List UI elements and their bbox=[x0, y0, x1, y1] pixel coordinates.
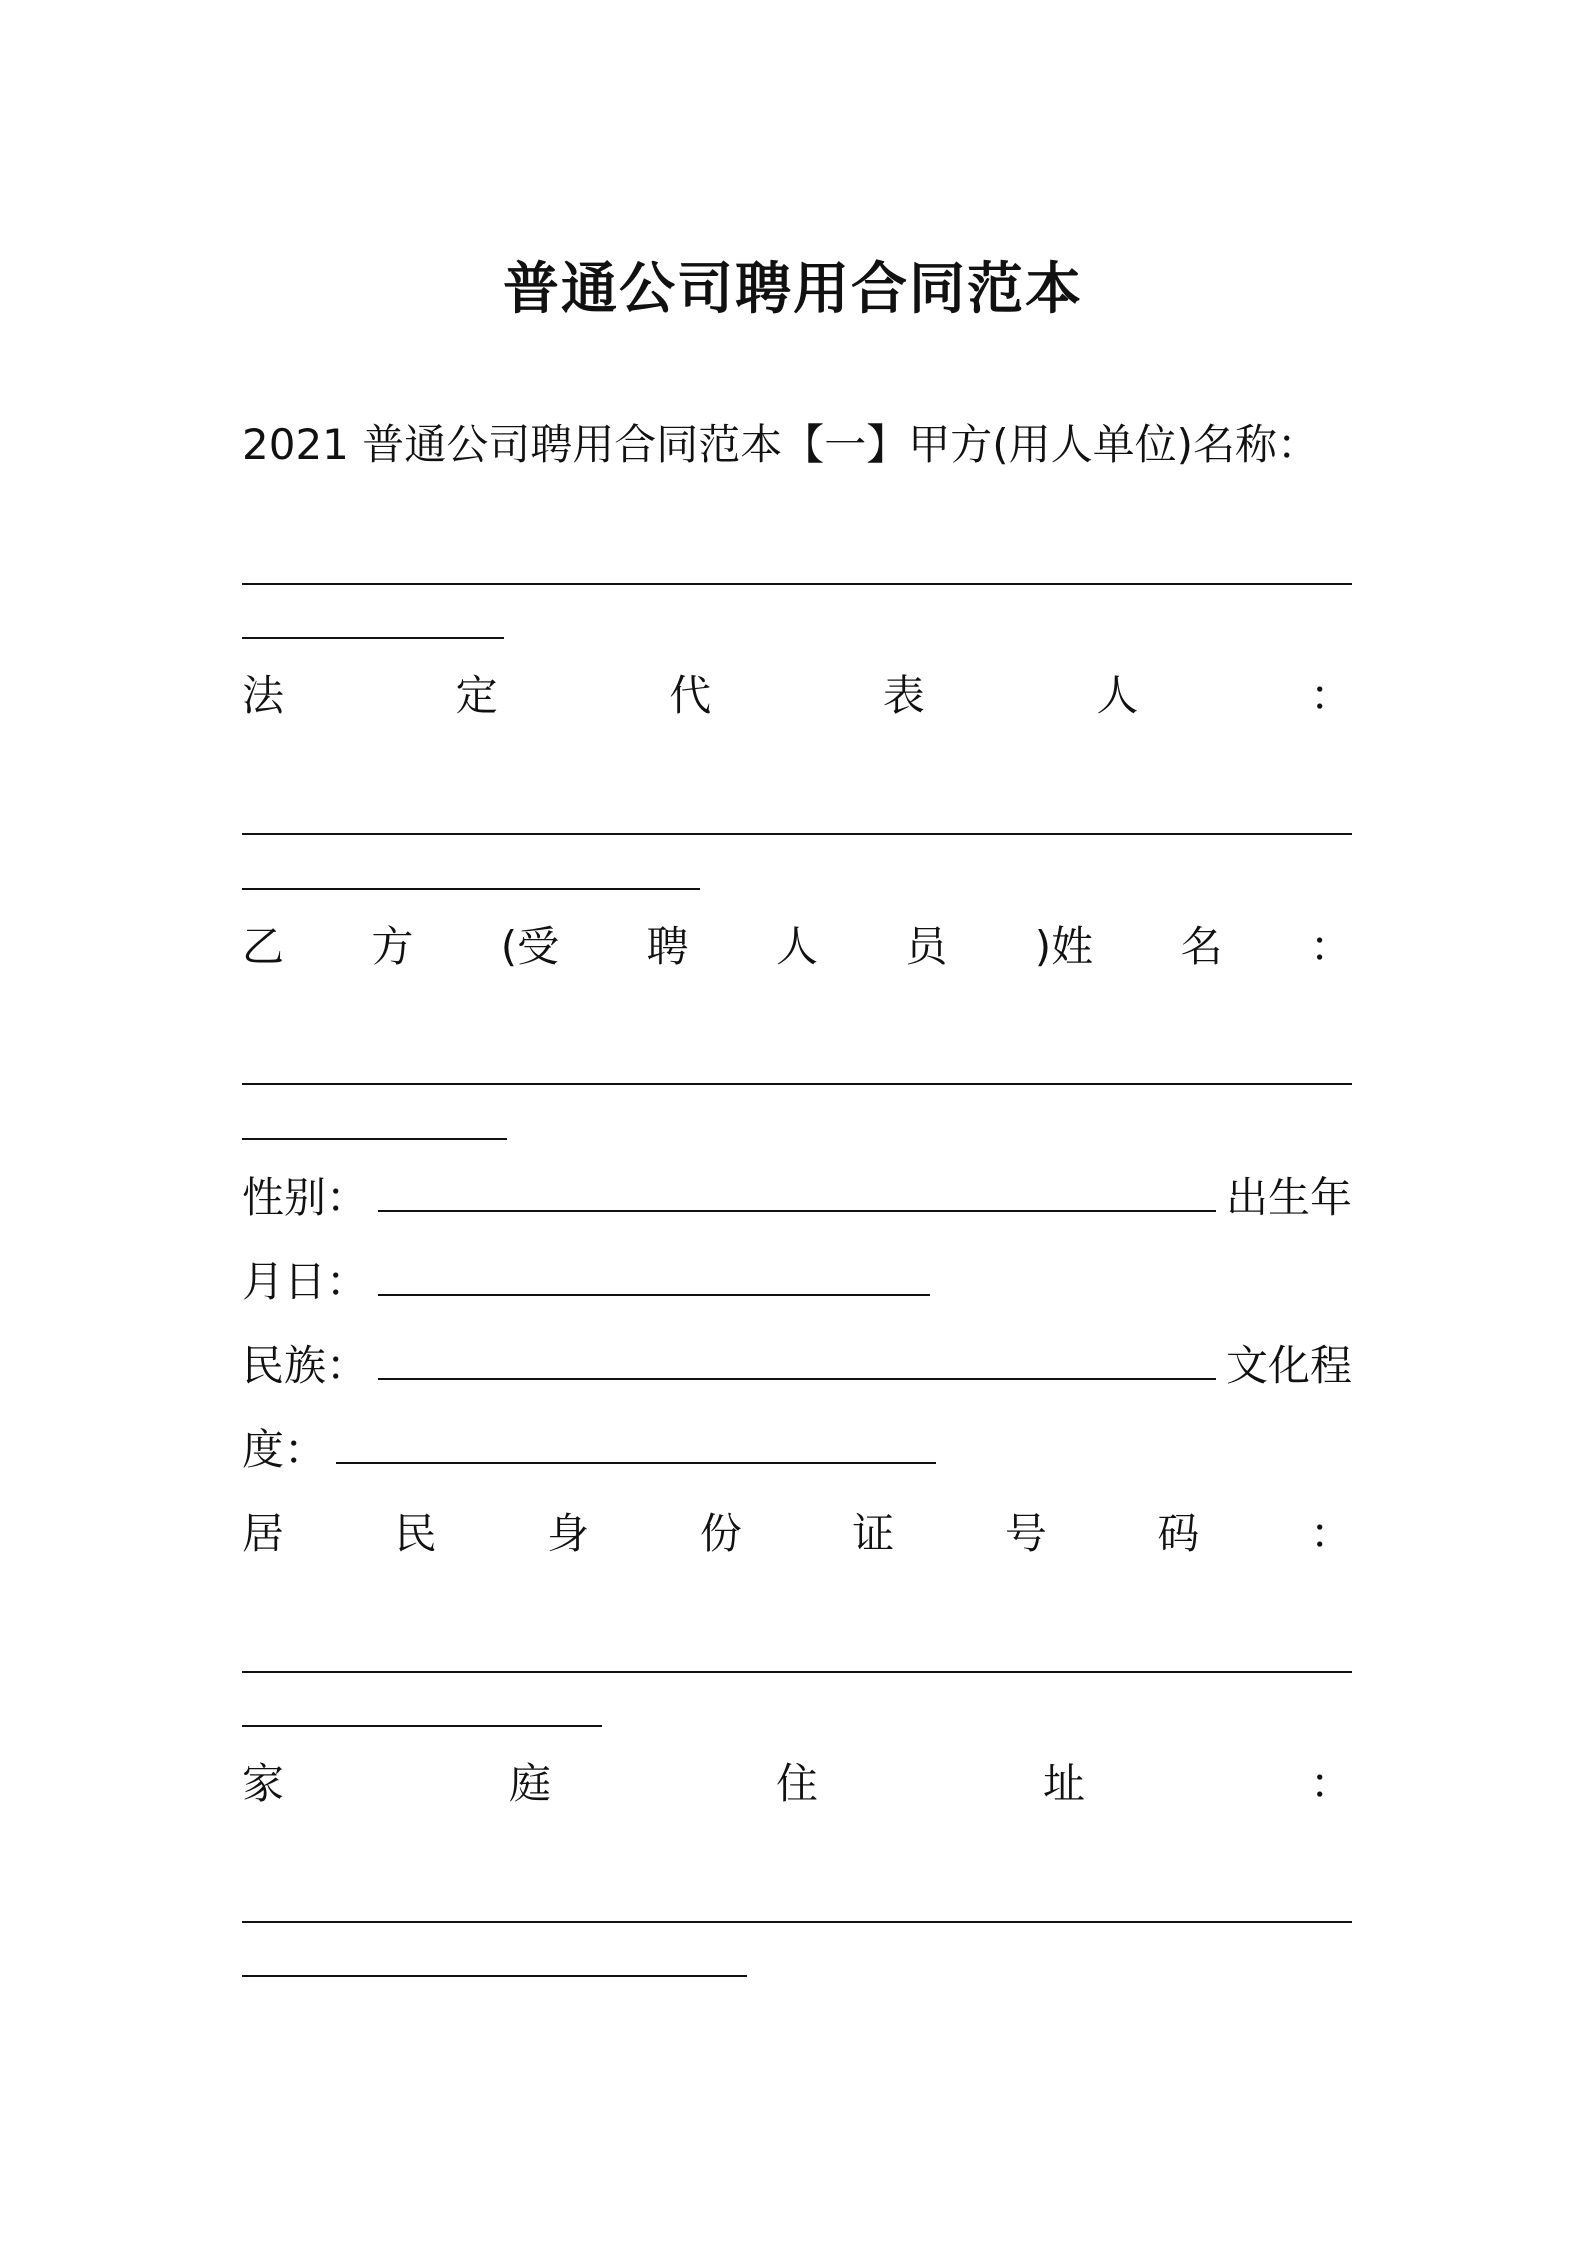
birth-date-label-cont: 月日： bbox=[242, 1257, 369, 1306]
legal-representative-blank[interactable] bbox=[242, 833, 1352, 835]
party-a-name-blank[interactable] bbox=[242, 583, 1352, 585]
document-title: 普通公司聘用合同范本 bbox=[503, 257, 1083, 322]
education-label: 文化程 bbox=[1225, 1341, 1352, 1390]
party-a-name-blank-cont[interactable] bbox=[242, 637, 504, 639]
party-b-name-label: 乙 方 (受 聘 人 员 )姓 名 ： bbox=[242, 922, 1352, 971]
id-number-blank[interactable] bbox=[242, 1671, 1352, 1673]
gender-label: 性别： bbox=[242, 1173, 369, 1222]
id-number-label: 居 民 身 份 证 号 码 ： bbox=[242, 1509, 1352, 1558]
home-address-label: 家 庭 住 址 ： bbox=[242, 1759, 1352, 1808]
legal-representative-blank-cont[interactable] bbox=[242, 888, 700, 890]
home-address-blank-cont[interactable] bbox=[242, 1975, 747, 1977]
birth-date-blank[interactable] bbox=[378, 1290, 930, 1296]
education-label-cont: 度： bbox=[242, 1425, 327, 1474]
gender-row bbox=[242, 1168, 1352, 1228]
birth-date-row bbox=[242, 1252, 1352, 1312]
ethnicity-label: 民族： bbox=[242, 1341, 369, 1390]
birth-date-label: 出生年 bbox=[1225, 1173, 1352, 1222]
home-address-blank[interactable] bbox=[242, 1921, 1352, 1923]
party-b-name-blank-cont[interactable] bbox=[242, 1138, 507, 1140]
party-b-name-blank[interactable] bbox=[242, 1083, 1352, 1085]
education-blank[interactable] bbox=[336, 1458, 936, 1464]
education-row bbox=[242, 1420, 1352, 1480]
ethnicity-row bbox=[242, 1336, 1352, 1396]
party-a-name-label: 2021 普通公司聘用合同范本【一】甲方(用人单位)名称： bbox=[242, 420, 1320, 469]
gender-blank[interactable] bbox=[378, 1206, 1216, 1212]
id-number-blank-cont[interactable] bbox=[242, 1725, 602, 1727]
legal-representative-label: 法 定 代 表 人 ： bbox=[242, 671, 1352, 720]
ethnicity-blank[interactable] bbox=[378, 1374, 1216, 1380]
